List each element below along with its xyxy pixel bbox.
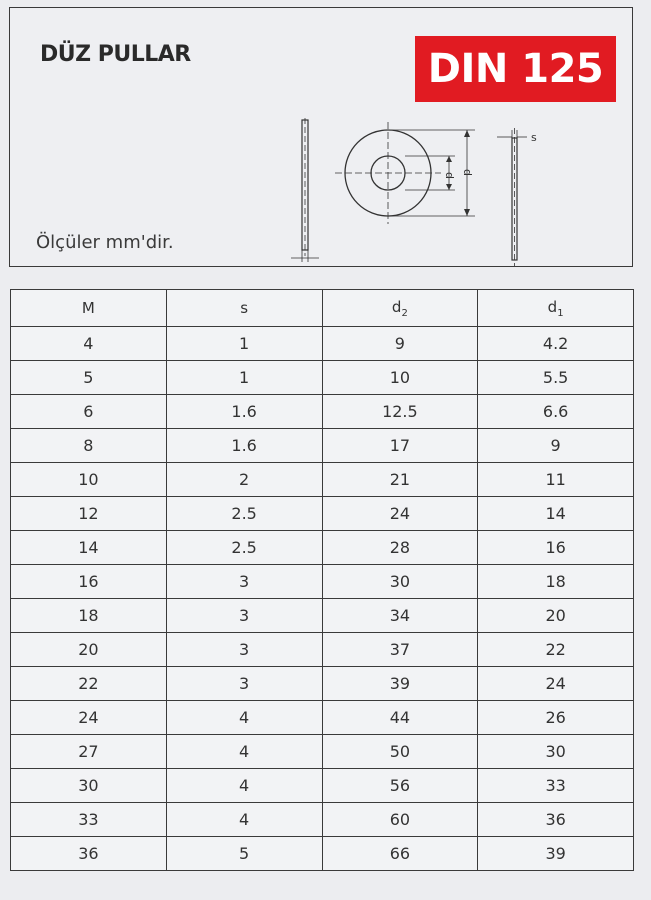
table-cell: 1 [166,361,322,395]
table-cell: 33 [11,803,167,837]
table-cell: 34 [322,599,478,633]
table-cell: 28 [322,531,478,565]
table-row [11,803,634,837]
table-cell: 12.5 [322,395,478,429]
table-cell: 3 [166,565,322,599]
table-cell: 1.6 [166,395,322,429]
table-row [11,531,634,565]
table-cell: 17 [322,429,478,463]
table-row [11,361,634,395]
table-cell: 60 [322,803,478,837]
column-header [166,290,322,327]
table-cell: 16 [11,565,167,599]
column-header-label: M [81,299,95,317]
table-cell: 66 [322,837,478,871]
washer-dimensions-table [10,289,634,871]
table-row [11,599,634,633]
table-cell: 56 [322,769,478,803]
table-cell: 4 [166,701,322,735]
table-cell: 2.5 [166,497,322,531]
table-cell: 10 [322,361,478,395]
table-cell: 6.6 [478,395,634,429]
table-cell: 20 [11,633,167,667]
table-row [11,667,634,701]
table-cell: 30 [322,565,478,599]
table-cell: 4 [11,327,167,361]
d1-label: d [443,172,456,179]
table-row [11,735,634,769]
table-cell: 3 [166,667,322,701]
table-cell: 16 [478,531,634,565]
table-row [11,565,634,599]
column-header [322,290,478,327]
column-header-subscript: 2 [401,307,408,319]
d2-label: d [461,169,474,176]
table-cell: 4.2 [478,327,634,361]
table-cell: 24 [478,667,634,701]
table-body [11,327,634,871]
table-cell: 30 [478,735,634,769]
table-cell: 26 [478,701,634,735]
table-cell: 20 [478,599,634,633]
table-cell: 2.5 [166,531,322,565]
table-row [11,463,634,497]
table-cell: 44 [322,701,478,735]
table-cell: 22 [478,633,634,667]
table-cell: 37 [322,633,478,667]
s-label: s [531,131,537,144]
table-cell: 39 [478,837,634,871]
column-header-subscript: 1 [557,307,564,319]
table-cell: 21 [322,463,478,497]
table-cell: 4 [166,803,322,837]
table-cell: 22 [11,667,167,701]
units-note: Ölçüler mm'dir. [36,232,174,253]
table-cell: 5 [166,837,322,871]
washer-side-view-left [291,118,319,262]
table-cell: 36 [478,803,634,837]
table-cell: 50 [322,735,478,769]
table-cell: 3 [166,599,322,633]
table-cell: 18 [478,565,634,599]
table-row [11,395,634,429]
table-row [11,837,634,871]
table-cell: 36 [11,837,167,871]
table-row [11,769,634,803]
table-row [11,497,634,531]
table-cell: 1.6 [166,429,322,463]
table-cell: 5.5 [478,361,634,395]
table-row [11,633,634,667]
table-cell: 14 [478,497,634,531]
table-row [11,429,634,463]
table-cell: 24 [11,701,167,735]
table-cell: 4 [166,769,322,803]
table-cell: 11 [478,463,634,497]
table-cell: 3 [166,633,322,667]
page-title: DÜZ PULLAR [40,42,191,67]
table-cell: 5 [11,361,167,395]
column-header [11,290,167,327]
table-cell: 12 [11,497,167,531]
table-cell: 18 [11,599,167,633]
table-cell: 39 [322,667,478,701]
table-row [11,327,634,361]
table-row [11,701,634,735]
column-header-label: d [391,297,402,316]
table-cell: 33 [478,769,634,803]
table-cell: 27 [11,735,167,769]
table-cell: 24 [322,497,478,531]
standard-badge: DIN 125 [415,36,616,102]
washer-drawing [275,118,535,268]
header-panel [9,7,633,267]
column-header-label: s [240,299,249,317]
table-cell: 2 [166,463,322,497]
washer-side-view-right [497,128,527,266]
table-header-row [11,290,634,327]
table-cell: 9 [322,327,478,361]
table-cell: 14 [11,531,167,565]
table-cell: 1 [166,327,322,361]
column-header [478,290,634,327]
table-cell: 9 [478,429,634,463]
column-header-label: d [547,297,558,316]
table-cell: 4 [166,735,322,769]
table-cell: 30 [11,769,167,803]
table-cell: 6 [11,395,167,429]
table-cell: 10 [11,463,167,497]
table-cell: 8 [11,429,167,463]
